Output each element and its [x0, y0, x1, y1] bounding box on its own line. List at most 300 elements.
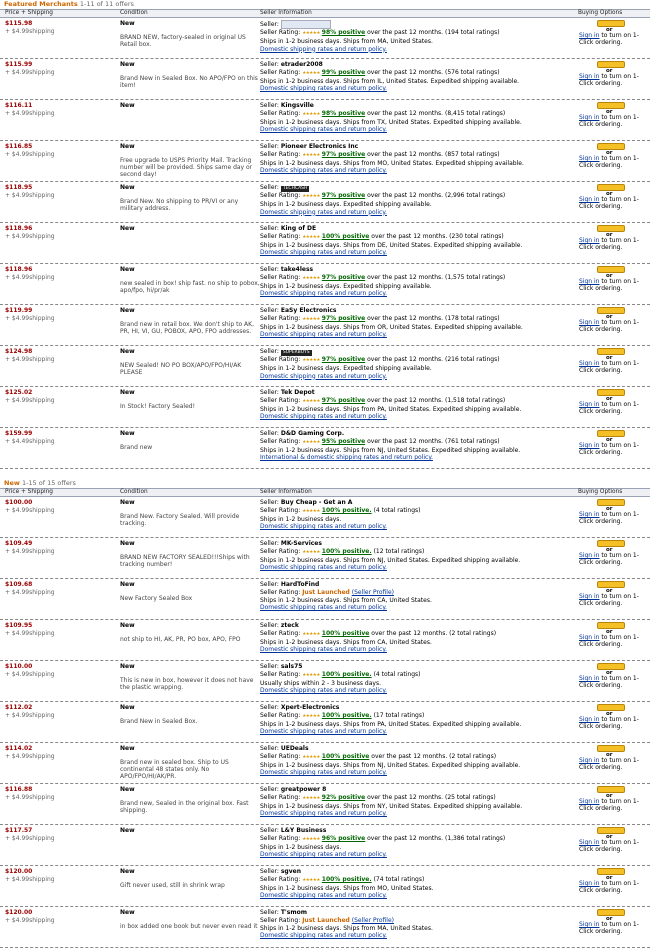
- positive-rating-link[interactable]: 97% positive: [321, 314, 366, 322]
- seller-cell: [260, 20, 590, 53]
- seller-rating-line: [260, 29, 590, 38]
- shipping-policy-link[interactable]: Domestic shipping rates and return policy.: [260, 728, 387, 736]
- sign-in-link[interactable]: Sign in: [579, 675, 600, 682]
- col-seller-header: Seller Information: [260, 10, 312, 16]
- condition-cell: [120, 225, 260, 233]
- condition-label: New: [120, 663, 135, 670]
- seller-name[interactable]: King of DE: [280, 225, 317, 232]
- condition-label: New: [120, 786, 135, 793]
- rating-detail: over the past 12 months. (1,518 total ratings): [367, 396, 506, 404]
- shipping-policy-link[interactable]: Domestic shipping rates and return policy.: [260, 290, 387, 298]
- shipping-policy-link[interactable]: Domestic shipping rates and return policy.: [260, 167, 387, 175]
- add-to-cart-button[interactable]: [597, 266, 625, 273]
- one-click-text: to turn on 1-Click ordering.: [579, 552, 639, 566]
- condition-cell: [120, 909, 260, 930]
- condition-cell: [120, 868, 260, 889]
- seller-prefix: Seller:: [260, 389, 279, 396]
- seller-rating-line: [260, 192, 590, 201]
- one-click-text: to turn on 1-Click ordering.: [579, 716, 639, 730]
- sign-in-link[interactable]: Sign in: [579, 155, 600, 162]
- seller-rating-line: [260, 671, 590, 680]
- price-cell: [5, 909, 110, 925]
- positive-rating-link[interactable]: 98% positive: [321, 109, 366, 117]
- condition-note: Brand New in Sealed Box.: [120, 717, 198, 725]
- seller-rating-line: [260, 438, 590, 447]
- add-to-cart-button[interactable]: [597, 704, 625, 711]
- condition-cell: [120, 663, 260, 691]
- add-to-cart-button[interactable]: [597, 61, 625, 68]
- shipping-cost: + $4.99shipping: [5, 273, 55, 281]
- rating-stars-icon: ★★★★★: [302, 152, 320, 158]
- shipping-info: Ships in 1-2 business days. Ships from CA, United States.: [260, 596, 432, 604]
- shipping-info: Ships in 1-2 business days. Expedited shipping available.: [260, 200, 432, 208]
- condition-cell: [120, 430, 260, 451]
- one-click-text: to turn on 1-Click ordering.: [579, 511, 639, 525]
- add-to-cart-button[interactable]: [597, 581, 625, 588]
- sign-in-link[interactable]: Sign in: [579, 798, 600, 805]
- shipping-policy-link[interactable]: Domestic shipping rates and return policy.: [260, 604, 387, 612]
- shipping-policy-link[interactable]: Domestic shipping rates and return policy.: [260, 523, 387, 531]
- buying-options-cell: [579, 266, 649, 292]
- rating-prefix: Seller Rating:: [260, 314, 301, 322]
- one-click-text: to turn on 1-Click ordering.: [579, 442, 639, 456]
- seller-line: [260, 184, 590, 192]
- seller-cell: [260, 102, 590, 134]
- positive-rating-link[interactable]: 100% positive.: [321, 547, 372, 555]
- seller-cell: [260, 499, 590, 531]
- rating-stars-icon: ★★★★★: [302, 672, 320, 678]
- condition-label: New: [120, 266, 135, 273]
- seller-name[interactable]: zteck: [280, 622, 299, 629]
- rating-prefix: Seller Rating:: [260, 834, 301, 842]
- one-click-text: to turn on 1-Click ordering.: [579, 114, 639, 128]
- condition-cell: [120, 266, 260, 294]
- seller-name[interactable]: greatpower 8: [280, 786, 327, 793]
- seller-name[interactable]: T'smom: [280, 909, 307, 916]
- shipping-info: Ships in 1-2 business days. Ships from MO, United States. Expedited shipping available.: [260, 159, 524, 167]
- rating-detail: over the past 12 months. (857 total ratings): [367, 150, 500, 158]
- seller-prefix: Seller:: [260, 21, 279, 28]
- offer-row: [0, 305, 650, 346]
- seller-name[interactable]: sals75: [280, 663, 303, 670]
- seller-prefix: Seller:: [260, 348, 279, 355]
- positive-rating-link[interactable]: 100% positive: [321, 629, 370, 637]
- or-label: or: [606, 232, 613, 238]
- seller-name[interactable]: etrader2008: [280, 61, 323, 68]
- shipping-info: Ships in 1-2 business days. Ships from NJ, United States. Expedited shipping available.: [260, 761, 521, 769]
- seller-prefix: Seller:: [260, 663, 279, 670]
- sign-in-line: [579, 74, 649, 87]
- add-to-cart-button[interactable]: [597, 663, 625, 670]
- rating-prefix: Seller Rating:: [260, 588, 301, 596]
- seller-rating-line: [260, 589, 590, 597]
- shipping-policy-link[interactable]: Domestic shipping rates and return policy.: [260, 564, 387, 572]
- rating-prefix: Seller Rating:: [260, 793, 301, 801]
- offer-price: $120.00: [5, 909, 33, 916]
- buying-options-cell: [579, 745, 649, 771]
- buying-options-cell: [579, 389, 649, 415]
- seller-line: [260, 745, 590, 753]
- seller-name[interactable]: Buy Cheap - Get an A: [280, 499, 353, 506]
- seller-line: [260, 225, 590, 233]
- condition-label: New: [120, 827, 135, 834]
- seller-name[interactable]: HardToFind: [280, 581, 320, 588]
- seller-cell: [260, 61, 590, 93]
- sign-in-line: [579, 799, 649, 812]
- sign-in-link[interactable]: Sign in: [579, 880, 600, 887]
- shipping-policy-link[interactable]: Domestic shipping rates and return policy.: [260, 932, 387, 940]
- sign-in-link[interactable]: Sign in: [579, 237, 600, 244]
- offer-price: $118.96: [5, 225, 33, 232]
- buying-options-cell: [579, 663, 649, 689]
- add-to-cart-button[interactable]: [597, 540, 625, 547]
- sign-in-line: [579, 594, 649, 607]
- offer-price: $109.68: [5, 581, 33, 588]
- shipping-info: Ships in 1-2 business days. Ships from OR, United States. Expedited shipping available.: [260, 323, 523, 331]
- buying-options-cell: [579, 307, 649, 333]
- seller-rating-line: [260, 151, 590, 160]
- rating-detail: over the past 12 months. (1,386 total ratings): [367, 834, 506, 842]
- column-header-row: [0, 9, 650, 18]
- add-to-cart-button[interactable]: [597, 499, 625, 506]
- sign-in-link[interactable]: Sign in: [579, 839, 600, 846]
- sign-in-link[interactable]: Sign in: [579, 593, 600, 600]
- condition-note: new sealed in box! ship fast. no ship to pobox, apo/fpo, hi/pr/ak: [120, 279, 260, 294]
- condition-cell: [120, 143, 260, 178]
- seller-rating-line: [260, 876, 590, 885]
- positive-rating-link[interactable]: 100% positive.: [321, 506, 372, 514]
- condition-label: New: [120, 389, 135, 396]
- add-to-cart-button[interactable]: [597, 827, 625, 834]
- one-click-text: to turn on 1-Click ordering.: [579, 798, 639, 812]
- add-to-cart-button[interactable]: [597, 20, 625, 27]
- rating-stars-icon: ★★★★★: [302, 398, 320, 404]
- positive-rating-link[interactable]: 100% positive.: [321, 670, 372, 678]
- shipping-policy-link[interactable]: Domestic shipping rates and return policy.: [260, 126, 387, 134]
- sign-in-link[interactable]: Sign in: [579, 32, 600, 39]
- seller-name[interactable]: Pioneer Electronics Inc: [280, 143, 359, 150]
- positive-rating-link[interactable]: 99% positive: [321, 68, 366, 76]
- or-label: or: [606, 109, 613, 115]
- positive-rating-link[interactable]: 97% positive: [321, 150, 366, 158]
- just-launched-badge: Just Launched: [302, 588, 350, 596]
- condition-note: Brand New. Factory Sealed. Will provide tracking.: [120, 512, 240, 527]
- condition-label: New: [120, 184, 135, 191]
- or-label: or: [606, 273, 613, 279]
- buying-options-cell: [579, 622, 649, 648]
- seller-cell: [260, 868, 590, 900]
- shipping-policy-link[interactable]: Domestic shipping rates and return policy.: [260, 45, 387, 53]
- shipping-policy-link[interactable]: Domestic shipping rates and return policy.: [260, 372, 387, 380]
- one-click-text: to turn on 1-Click ordering.: [579, 634, 639, 648]
- seller-rating-line: [260, 356, 590, 365]
- positive-rating-link[interactable]: 97% positive: [321, 356, 366, 363]
- condition-cell: [120, 307, 260, 335]
- sign-in-link[interactable]: Sign in: [579, 634, 600, 641]
- add-to-cart-button[interactable]: [597, 430, 625, 437]
- seller-name[interactable]: D&D Gaming Corp.: [280, 430, 345, 437]
- condition-note: Free upgrade to USPS Priority Mail. Tracking number will be provided. Ships same day or second day!: [120, 156, 253, 178]
- seller-prefix: Seller:: [260, 307, 279, 314]
- positive-rating-link[interactable]: 100% positive: [321, 232, 370, 240]
- condition-label: New: [120, 622, 135, 629]
- rating-stars-icon: ★★★★★: [302, 234, 320, 240]
- new-heading[interactable]: New: [4, 479, 20, 487]
- buying-options-cell: [579, 102, 649, 128]
- positive-rating-link[interactable]: 100% positive.: [321, 711, 372, 719]
- seller-prefix: Seller:: [260, 868, 279, 875]
- offer-row: [0, 346, 650, 387]
- add-to-cart-button[interactable]: [597, 745, 625, 752]
- seller-name[interactable]: Xpert-Electronics: [280, 704, 340, 711]
- sign-in-link[interactable]: Sign in: [579, 511, 600, 518]
- shipping-cost: + $4.99shipping: [5, 150, 55, 158]
- seller-prefix: Seller:: [260, 143, 279, 150]
- add-to-cart-button[interactable]: [597, 389, 625, 396]
- seller-prefix: Seller:: [260, 102, 279, 109]
- sign-in-line: [579, 512, 649, 525]
- shipping-cost: + $4.99shipping: [5, 396, 55, 404]
- sign-in-line: [579, 115, 649, 128]
- seller-line: [260, 499, 590, 507]
- shipping-policy-link[interactable]: International & domestic shipping rates and return policy.: [260, 454, 433, 462]
- one-click-text: to turn on 1-Click ordering.: [579, 155, 639, 169]
- seller-line: [260, 704, 590, 712]
- positive-rating-link[interactable]: 98% positive: [321, 29, 366, 36]
- sign-in-line: [579, 922, 649, 935]
- rating-detail: over the past 12 months. (761 total ratings): [367, 437, 500, 445]
- shipping-policy-link[interactable]: Domestic shipping rates and return policy.: [260, 208, 387, 216]
- sign-in-link[interactable]: Sign in: [579, 114, 600, 121]
- buying-options-cell: [579, 430, 649, 456]
- seller-rating-line: [260, 835, 590, 844]
- sign-in-link[interactable]: Sign in: [579, 196, 600, 203]
- offer-price: $124.98: [5, 348, 33, 355]
- seller-name[interactable]: EaSy Electronics: [280, 307, 337, 314]
- seller-name[interactable]: Kingsville: [280, 102, 314, 109]
- seller-line: [260, 266, 590, 274]
- sign-in-line: [579, 238, 649, 251]
- rating-prefix: Seller Rating:: [260, 629, 301, 637]
- sign-in-link[interactable]: Sign in: [579, 278, 600, 285]
- sign-in-link[interactable]: Sign in: [579, 73, 600, 80]
- rating-stars-icon: ★★★★★: [302, 316, 320, 322]
- shipping-cost: + $4.99shipping: [5, 355, 55, 363]
- one-click-text: to turn on 1-Click ordering.: [579, 319, 639, 333]
- shipping-cost: + $4.99shipping: [5, 670, 55, 678]
- sign-in-link[interactable]: Sign in: [579, 319, 600, 326]
- seller-line: [260, 909, 590, 917]
- add-to-cart-button[interactable]: [597, 348, 625, 355]
- price-cell: [5, 389, 110, 405]
- seller-rating-line: [260, 712, 590, 721]
- rating-prefix: Seller Rating:: [260, 150, 301, 158]
- condition-note: Brand new in sealed box. Ship to US continental 48 states only. No APO/FPO/HI/AK/PR.: [120, 758, 229, 780]
- shipping-policy-link[interactable]: Domestic shipping rates and return policy.: [260, 851, 387, 859]
- condition-note: In Stock! Factory Sealed!: [120, 402, 195, 410]
- add-to-cart-button[interactable]: [597, 307, 625, 314]
- sign-in-link[interactable]: Sign in: [579, 757, 600, 764]
- offer-row: [0, 18, 650, 59]
- just-launched-badge: Just Launched: [302, 916, 350, 924]
- condition-label: New: [120, 540, 135, 547]
- offer-price: $114.02: [5, 745, 33, 752]
- positive-rating-link[interactable]: 97% positive: [321, 273, 366, 281]
- add-to-cart-button[interactable]: [597, 102, 625, 109]
- add-to-cart-button[interactable]: [597, 868, 625, 875]
- shipping-policy-link[interactable]: Domestic shipping rates and return policy.: [260, 331, 387, 339]
- offer-row: [0, 59, 650, 100]
- condition-cell: [120, 20, 260, 48]
- col-buying-header: Buying Options: [578, 10, 623, 16]
- offer-row: [0, 223, 650, 264]
- rating-detail: over the past 12 months. (2,996 total ratings): [367, 192, 506, 199]
- buying-options-cell: [579, 827, 649, 853]
- rating-stars-icon: ★★★★★: [302, 439, 320, 445]
- shipping-info: Ships in 1-2 business days. Ships from MA, United States.: [260, 924, 433, 932]
- shipping-cost: + $4.99shipping: [5, 916, 55, 924]
- seller-line: [260, 827, 590, 835]
- shipping-cost: + $4.99shipping: [5, 314, 55, 322]
- price-cell: [5, 704, 110, 720]
- condition-cell: [120, 540, 260, 568]
- offer-row: [0, 825, 650, 866]
- sign-in-link[interactable]: Sign in: [579, 716, 600, 723]
- seller-profile-link[interactable]: (Seller Profile): [351, 588, 394, 596]
- positive-rating-link[interactable]: 97% positive: [321, 396, 366, 404]
- condition-note: not ship to HI, AK, PR, PO box, APO, FPO: [120, 635, 241, 643]
- positive-rating-link[interactable]: 92% positive: [321, 793, 366, 801]
- positive-rating-link[interactable]: 100% positive.: [321, 875, 372, 883]
- add-to-cart-button[interactable]: [597, 143, 625, 150]
- condition-cell: [120, 827, 260, 835]
- add-to-cart-button[interactable]: [597, 622, 625, 629]
- sign-in-link[interactable]: Sign in: [579, 552, 600, 559]
- add-to-cart-button[interactable]: [597, 184, 625, 191]
- offer-price: $118.96: [5, 266, 33, 273]
- add-to-cart-button[interactable]: [597, 225, 625, 232]
- seller-name[interactable]: Tek Depot: [280, 389, 315, 396]
- sign-in-link[interactable]: Sign in: [579, 921, 600, 928]
- seller-line: [260, 581, 590, 589]
- price-cell: [5, 307, 110, 323]
- price-cell: [5, 663, 110, 679]
- seller-name[interactable]: take4less: [280, 266, 314, 273]
- shipping-policy-link[interactable]: Domestic shipping rates and return policy.: [260, 892, 387, 900]
- condition-note: Brand new, Sealed in the original box. Fast shipping.: [120, 799, 249, 814]
- rating-prefix: Seller Rating:: [260, 192, 301, 199]
- or-label: or: [606, 68, 613, 74]
- seller-name[interactable]: MK-Services: [280, 540, 322, 547]
- add-to-cart-button[interactable]: [597, 786, 625, 793]
- seller-profile-link[interactable]: (Seller Profile): [351, 916, 394, 924]
- seller-logo[interactable]: [281, 20, 331, 29]
- seller-logo[interactable]: SUPERBUYS: [282, 350, 310, 355]
- sign-in-link[interactable]: Sign in: [579, 360, 600, 367]
- rating-detail: over the past 12 months. (178 total ratings): [367, 314, 500, 322]
- or-label: or: [606, 793, 613, 799]
- condition-label: New: [120, 745, 135, 752]
- price-cell: [5, 499, 110, 515]
- rating-stars-icon: ★★★★★: [302, 795, 320, 801]
- sign-in-link[interactable]: Sign in: [579, 442, 600, 449]
- offer-row: [0, 497, 650, 538]
- condition-label: New: [120, 868, 135, 875]
- rating-stars-icon: ★★★★★: [302, 70, 320, 76]
- or-label: or: [606, 150, 613, 156]
- buying-options-cell: [579, 143, 649, 169]
- positive-rating-link[interactable]: 96% positive: [321, 834, 366, 842]
- seller-cell: [260, 389, 590, 421]
- sign-in-line: [579, 881, 649, 894]
- one-click-text: to turn on 1-Click ordering.: [579, 196, 639, 210]
- shipping-info: Ships in 1-2 business days. Ships from IL, United States. Expedited shipping available.: [260, 77, 520, 85]
- condition-note: Brand New. No shipping to PR/VI or any military address.: [120, 197, 239, 212]
- shipping-policy-link[interactable]: Domestic shipping rates and return policy.: [260, 687, 387, 695]
- rating-detail: over the past 12 months. (25 total ratings): [367, 793, 496, 801]
- col-seller-header: Seller Information: [260, 489, 312, 495]
- condition-cell: [120, 499, 260, 527]
- condition-note: NEW Sealed! NO PO BOX/APO/FPO/HI/AK PLEASE: [120, 361, 242, 376]
- offer-price: $125.02: [5, 389, 33, 396]
- seller-name[interactable]: sgven: [280, 868, 301, 875]
- offer-price: $119.99: [5, 307, 33, 314]
- positive-rating-link[interactable]: 97% positive: [321, 192, 366, 199]
- seller-name[interactable]: UEDeals: [280, 745, 309, 752]
- sign-in-line: [579, 156, 649, 169]
- positive-rating-link[interactable]: 100% positive: [321, 752, 370, 760]
- seller-rating-line: [260, 233, 590, 242]
- featured-heading[interactable]: Featured Merchants: [4, 0, 78, 8]
- or-label: or: [606, 834, 613, 840]
- condition-label: New: [120, 581, 135, 588]
- featured-count: 1-11 of 11 offers: [79, 0, 134, 8]
- or-label: or: [606, 191, 613, 197]
- shipping-cost: + $4.99shipping: [5, 629, 55, 637]
- add-to-cart-button[interactable]: [597, 909, 625, 916]
- shipping-policy-link[interactable]: Domestic shipping rates and return policy.: [260, 85, 387, 93]
- shipping-policy-link[interactable]: Domestic shipping rates and return policy.: [260, 249, 387, 257]
- one-click-text: to turn on 1-Click ordering.: [579, 401, 639, 415]
- shipping-cost: + $4.99shipping: [5, 109, 55, 117]
- seller-name[interactable]: L&Y Business: [280, 827, 327, 834]
- rating-prefix: Seller Rating:: [260, 273, 301, 281]
- rating-stars-icon: ★★★★★: [302, 275, 320, 281]
- rating-prefix: Seller Rating:: [260, 109, 301, 117]
- buying-options-cell: [579, 348, 649, 374]
- shipping-policy-link[interactable]: Domestic shipping rates and return policy.: [260, 810, 387, 818]
- sign-in-link[interactable]: Sign in: [579, 401, 600, 408]
- seller-rating-line: [260, 917, 590, 925]
- rating-detail: over the past 12 months. (194 total ratings): [367, 29, 500, 36]
- seller-cell: [260, 143, 590, 175]
- condition-label: New: [120, 20, 135, 27]
- price-cell: [5, 266, 110, 282]
- shipping-policy-link[interactable]: Domestic shipping rates and return policy.: [260, 769, 387, 777]
- shipping-policy-link[interactable]: Domestic shipping rates and return policy.: [260, 646, 387, 654]
- offer-row: [0, 702, 650, 743]
- shipping-cost: + $4.99shipping: [5, 27, 55, 35]
- offer-price: $118.95: [5, 184, 33, 191]
- shipping-cost: + $4.99shipping: [5, 68, 55, 76]
- condition-cell: [120, 184, 260, 212]
- condition-label: New: [120, 102, 135, 109]
- shipping-policy-link[interactable]: Domestic shipping rates and return policy.: [260, 413, 387, 421]
- positive-rating-link[interactable]: 95% positive: [321, 437, 366, 445]
- rating-stars-icon: ★★★★★: [302, 877, 320, 883]
- seller-logo[interactable]: TECHCASH: [282, 186, 308, 191]
- or-label: or: [606, 314, 613, 320]
